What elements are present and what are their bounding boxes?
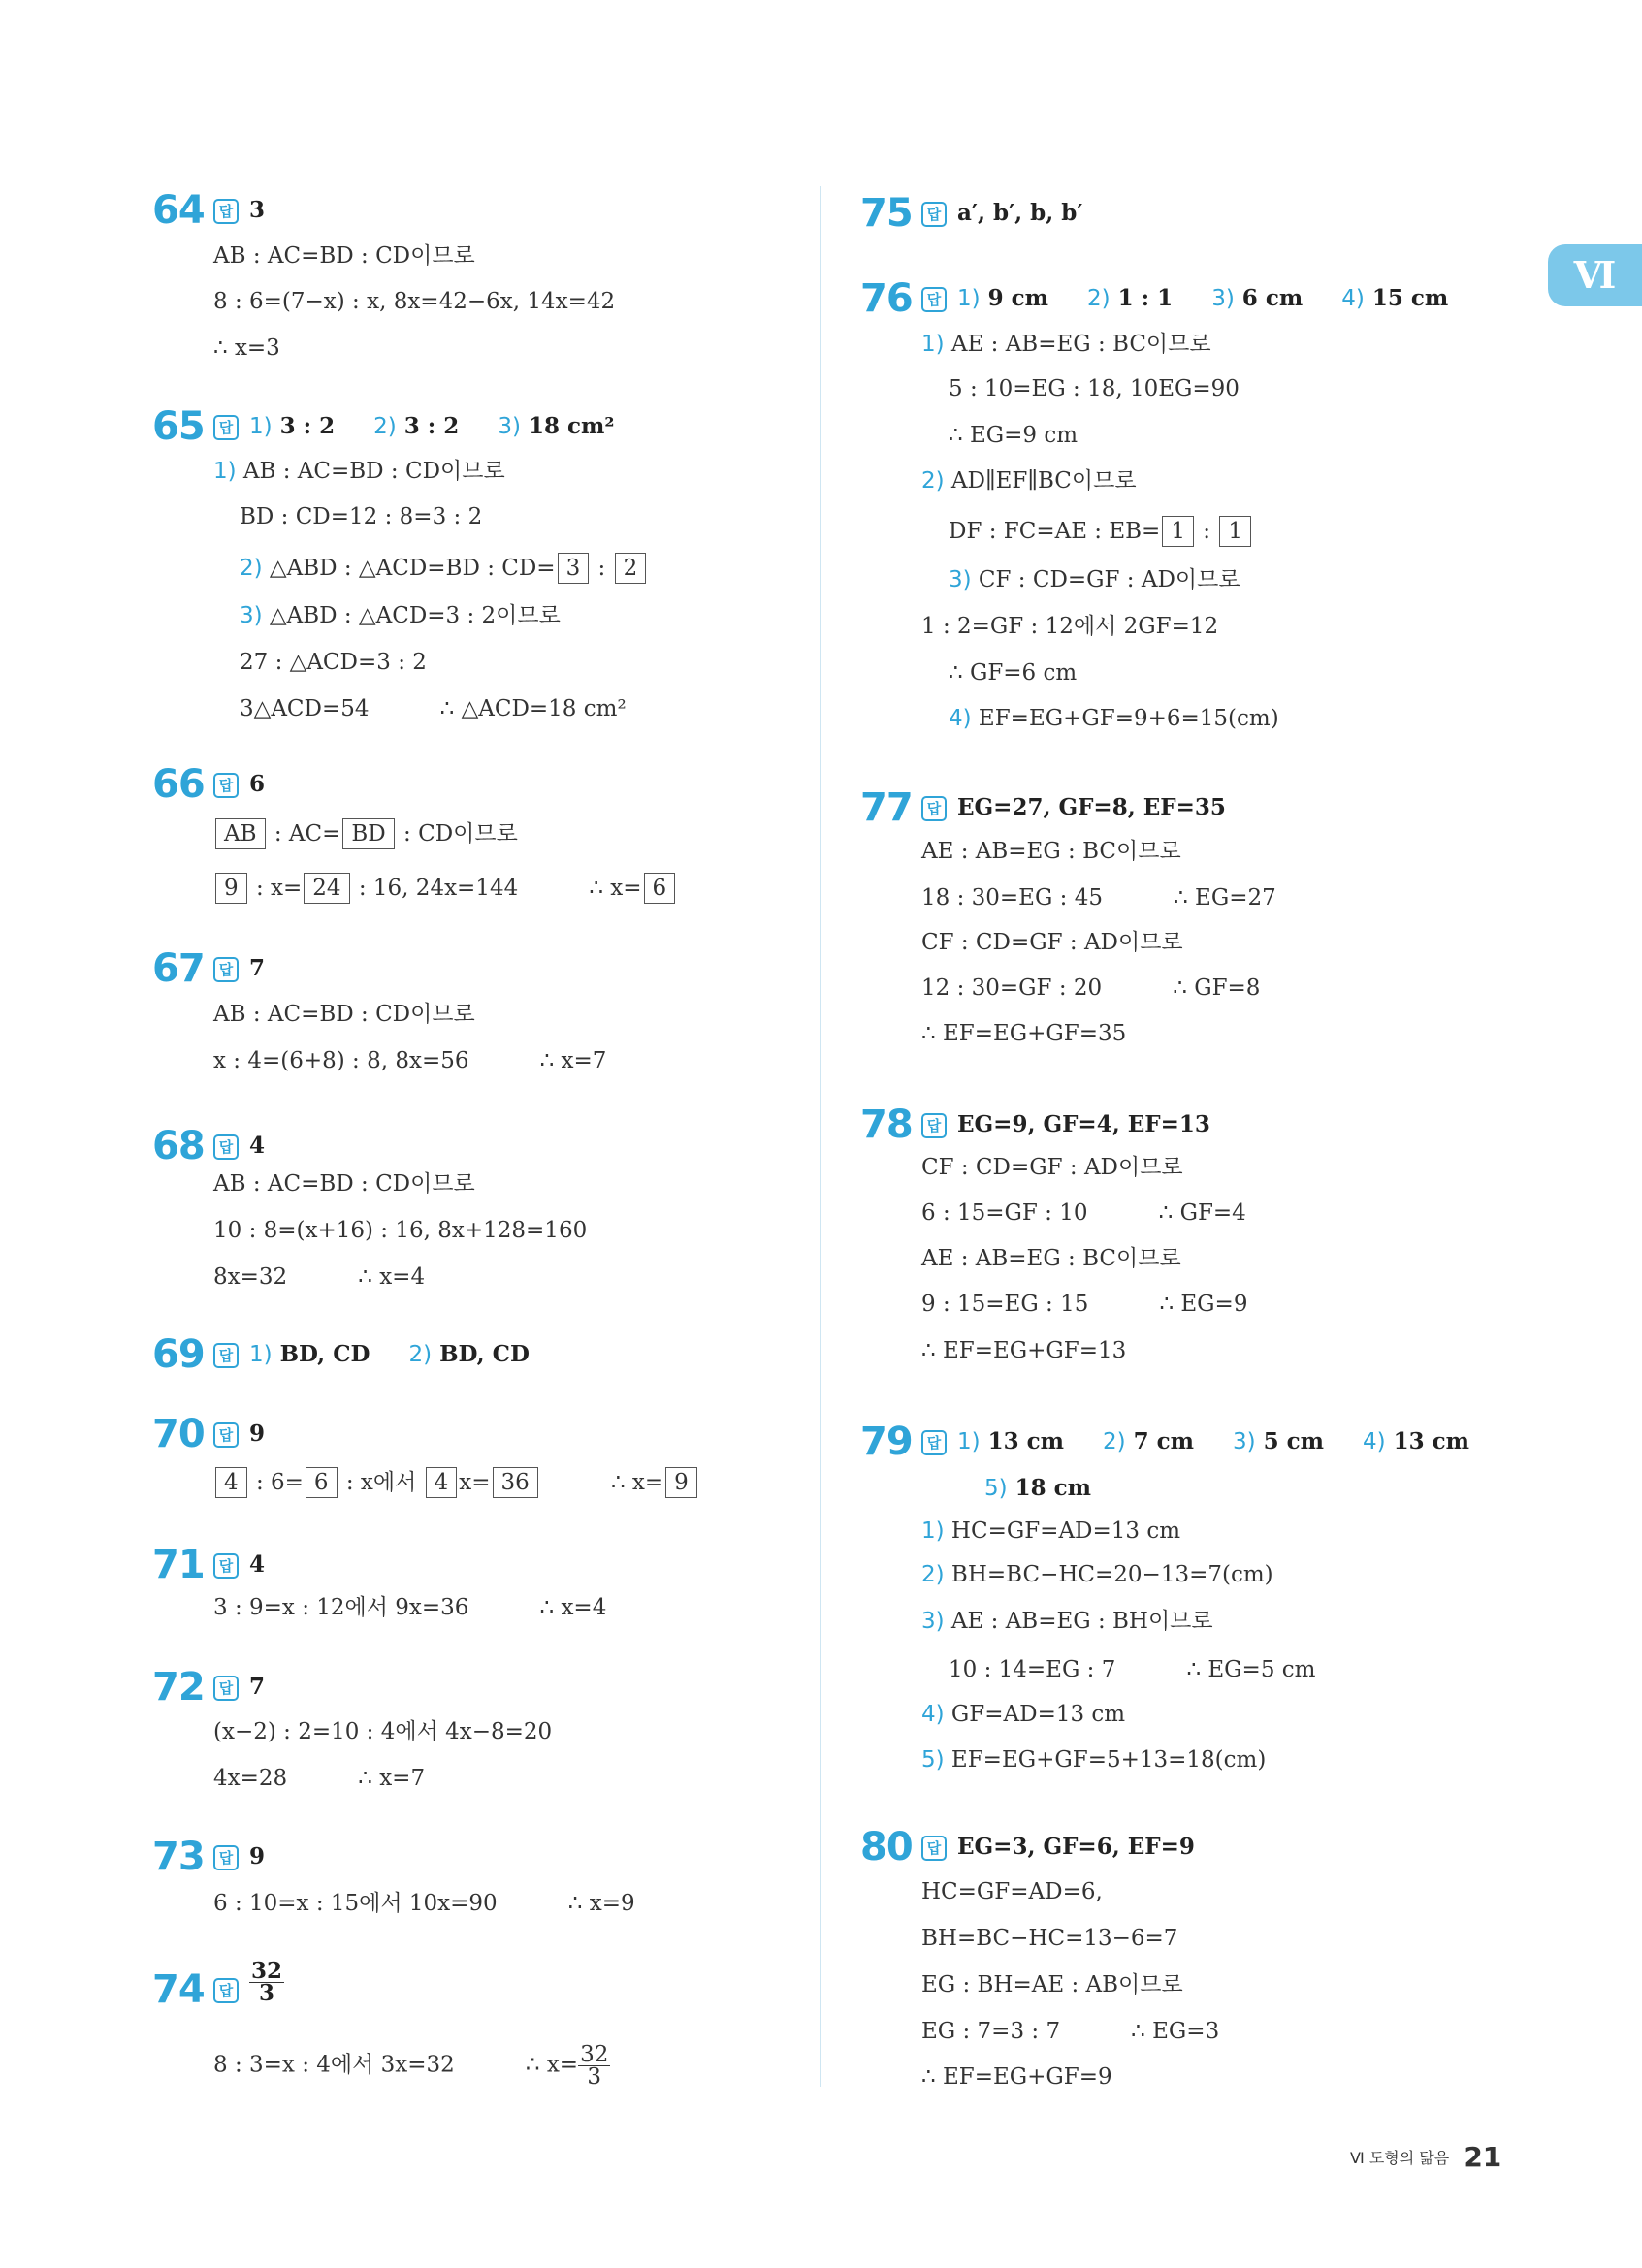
solution-line: CF : CD=GF : AD이므로 <box>921 930 1183 955</box>
answer-badge: 답 <box>921 1113 947 1138</box>
answer-badge: 답 <box>213 957 239 982</box>
answer-box: 2 <box>615 553 647 584</box>
problem-number: 70 <box>152 1412 205 1456</box>
solution-line: 9 : x= 24 : 16, 24x=144 ∴ x= 6 <box>213 873 677 904</box>
solution-line: 6 : 15=GF : 10 ∴ GF=4 <box>921 1200 1246 1226</box>
answer-box: 9 <box>665 1467 697 1498</box>
answer-text: 7 <box>249 1674 266 1700</box>
problem-number: 77 <box>860 785 913 830</box>
answer-badge: 답 <box>921 1430 947 1455</box>
answer-text: 1) BD, CD 2) BD, CD <box>249 1341 530 1367</box>
problem-number: 75 <box>860 191 913 236</box>
solution-line: ∴ x=3 <box>213 335 280 361</box>
problem-number: 78 <box>860 1102 913 1147</box>
answer-badge: 답 <box>213 415 239 440</box>
solution-line: 2) △ABD : △ACD=BD : CD= 3 : 2 <box>240 553 648 584</box>
solution-line: 5) EF=EG+GF=5+13=18(cm) <box>921 1747 1267 1773</box>
problem-number: 68 <box>152 1124 205 1168</box>
solution-line: 4) EF=EG+GF=9+6=15(cm) <box>949 706 1279 731</box>
problem-number: 67 <box>152 946 205 991</box>
solution-line: EG : 7=3 : 7 ∴ EG=3 <box>921 2019 1220 2044</box>
solution-line: AB : AC=BD : CD이므로 <box>213 1002 475 1027</box>
solution-line: 6 : 10=x : 15에서 10x=90 ∴ x=9 <box>213 1891 635 1916</box>
answer-badge: 답 <box>213 1553 239 1579</box>
problem-number: 72 <box>152 1665 205 1709</box>
answer-text-continued: 5) 18 cm <box>984 1475 1091 1501</box>
solution-line: ∴ EF=EG+GF=35 <box>921 1021 1127 1046</box>
answer-text: EG=27, GF=8, EF=35 <box>957 794 1226 820</box>
solution-line: AB : AC=BD : CD이므로 <box>213 243 475 269</box>
solution-line: 10 : 8=(x+16) : 16, 8x+128=160 <box>213 1218 588 1243</box>
solution-line: 1) AE : AB=EG : BC이므로 <box>921 332 1211 357</box>
answer-text: 6 <box>249 771 266 797</box>
solution-line: ∴ EG=9 cm <box>949 423 1079 448</box>
answer-text: 1) 9 cm 2) 1 : 1 3) 6 cm 4) 15 cm <box>957 285 1449 311</box>
solution-line: 5 : 10=EG : 18, 10EG=90 <box>949 376 1240 401</box>
solution-line: AE : AB=EG : BC이므로 <box>921 1246 1181 1271</box>
problem-number: 69 <box>152 1332 205 1377</box>
answer-badge: 답 <box>213 199 239 224</box>
answer-text <box>249 1958 284 2006</box>
fraction: $\frac{32}{3}$ <box>580 2042 609 2090</box>
answer-text: 7 <box>249 955 266 981</box>
solution-line: 2) BH=BC−HC=20−13=7(cm) <box>921 1562 1273 1587</box>
answer-box: 4 <box>426 1467 458 1498</box>
solution-line: 3) △ABD : △ACD=3 : 2이므로 <box>240 603 561 628</box>
solution-line: (x−2) : 2=10 : 4에서 4x−8=20 <box>213 1719 553 1744</box>
solution-line: ∴ GF=6 cm <box>949 660 1078 686</box>
answer-box: BD <box>342 818 394 849</box>
solution-line: 8x=32 ∴ x=4 <box>213 1264 426 1290</box>
answer-badge: 답 <box>213 1134 239 1160</box>
answer-text: 9 <box>249 1421 266 1447</box>
solution-line: 18 : 30=EG : 45 ∴ EG=27 <box>921 885 1276 910</box>
solution-line: 27 : △ACD=3 : 2 <box>240 650 427 675</box>
page-number: 21 <box>1464 2141 1502 2173</box>
solution-line: 3 : 9=x : 12에서 9x=36 ∴ x=4 <box>213 1595 607 1620</box>
solution-line: 4 : 6= 6 : x에서 4 x= 36 ∴ x= 9 <box>213 1467 699 1498</box>
problem-number: 65 <box>152 404 205 449</box>
solution-line: AB : AC=BD : CD이므로 <box>213 1171 475 1197</box>
answer-badge: 답 <box>921 796 947 821</box>
solution-line: ∴ EF=EG+GF=9 <box>921 2064 1112 2090</box>
answer-box: AB <box>215 818 266 849</box>
answer-text: a′, b′, b, b′ <box>957 200 1083 226</box>
answer-text: 1) 13 cm 2) 7 cm 3) 5 cm 4) 13 cm <box>957 1428 1470 1454</box>
answer-box: 9 <box>215 873 247 904</box>
answer-text: EG=3, GF=6, EF=9 <box>957 1834 1195 1860</box>
answer-box: 6 <box>644 873 676 904</box>
solution-line: 1) HC=GF=AD=13 cm <box>921 1518 1181 1544</box>
answer-text: 3 <box>249 197 266 223</box>
solution-line: 8 : 6=(7−x) : x, 8x=42−6x, 14x=42 <box>213 289 616 314</box>
answer-text: 4 <box>249 1551 266 1578</box>
answer-box: 6 <box>306 1467 338 1498</box>
answer-box: 1 <box>1162 516 1194 547</box>
footer-chapter: Ⅵ 도형의 닮음 <box>1350 2149 1450 2167</box>
solution-line: BH=BC−HC=13−6=7 <box>921 1926 1178 1951</box>
page-footer <box>1350 2141 1501 2173</box>
answer-badge: 답 <box>921 287 947 312</box>
solution-line: 2) AD∥EF∥BC이므로 <box>921 468 1137 494</box>
solution-line: 12 : 30=GF : 20 ∴ GF=8 <box>921 975 1261 1001</box>
solution-line: 4x=28 ∴ x=7 <box>213 1766 426 1791</box>
answer-box: 24 <box>304 873 349 904</box>
problem-number: 64 <box>152 188 205 233</box>
answer-badge: 답 <box>213 1343 239 1368</box>
problem-number: 80 <box>860 1825 913 1869</box>
solution-line: ∴ EF=EG+GF=13 <box>921 1338 1127 1363</box>
fraction: $\frac{32}{3}$ <box>251 1958 283 2006</box>
problem-number: 76 <box>860 276 913 321</box>
problem-number: 74 <box>152 1967 205 2012</box>
solution-line: EG : BH=AE : AB이므로 <box>921 1972 1183 1997</box>
answer-badge: 답 <box>213 1978 239 2003</box>
answer-box: 4 <box>215 1467 247 1498</box>
answer-text: 1) 3 : 2 2) 3 : 2 3) 18 cm² <box>249 413 615 439</box>
solution-line: CF : CD=GF : AD이므로 <box>921 1155 1183 1180</box>
solution-line: 8 : 3=x : 4에서 3x=32 ∴ x= $\frac{32}{3}$ <box>213 2042 609 2090</box>
solution-line: 4) GF=AD=13 cm <box>921 1702 1126 1727</box>
solution-line: 3) AE : AB=EG : BH이므로 <box>921 1609 1213 1634</box>
answer-text: 4 <box>249 1133 266 1159</box>
answer-box: 1 <box>1219 516 1251 547</box>
column-divider <box>820 186 821 2087</box>
problem-number: 79 <box>860 1420 913 1464</box>
solution-line: 1 : 2=GF : 12에서 2GF=12 <box>921 614 1219 639</box>
solution-line: AE : AB=EG : BC이므로 <box>921 839 1181 864</box>
solution-line: DF : FC=AE : EB= 1 : 1 <box>949 516 1253 547</box>
problem-number: 66 <box>152 762 205 807</box>
solution-line: 9 : 15=EG : 15 ∴ EG=9 <box>921 1292 1248 1317</box>
answer-badge: 답 <box>213 773 239 798</box>
problem-number: 73 <box>152 1835 205 1879</box>
answer-badge: 답 <box>213 1676 239 1701</box>
solution-line: 10 : 14=EG : 7 ∴ EG=5 cm <box>949 1657 1316 1682</box>
solution-line: HC=GF=AD=6, <box>921 1879 1103 1904</box>
solution-line: x : 4=(6+8) : 8, 8x=56 ∴ x=7 <box>213 1048 607 1073</box>
solution-line: BD : CD=12 : 8=3 : 2 <box>240 504 483 529</box>
answer-text: EG=9, GF=4, EF=13 <box>957 1111 1210 1137</box>
problem-number: 71 <box>152 1543 205 1587</box>
solution-line: 1) AB : AC=BD : CD이므로 <box>213 459 505 484</box>
answer-text: 9 <box>249 1843 266 1869</box>
solution-line: AB : AC= BD : CD이므로 <box>213 818 518 849</box>
chapter-tab[interactable]: Ⅵ <box>1548 244 1642 306</box>
answer-badge: 답 <box>921 202 947 227</box>
solution-line: 3) CF : CD=GF : AD이므로 <box>949 567 1240 592</box>
answer-badge: 답 <box>213 1845 239 1870</box>
answer-badge: 답 <box>921 1836 947 1861</box>
solution-line: 3△ACD=54 ∴ △ACD=18 cm² <box>240 696 627 721</box>
answer-box: 36 <box>493 1467 538 1498</box>
answer-box: 3 <box>558 553 590 584</box>
answer-badge: 답 <box>213 1422 239 1448</box>
